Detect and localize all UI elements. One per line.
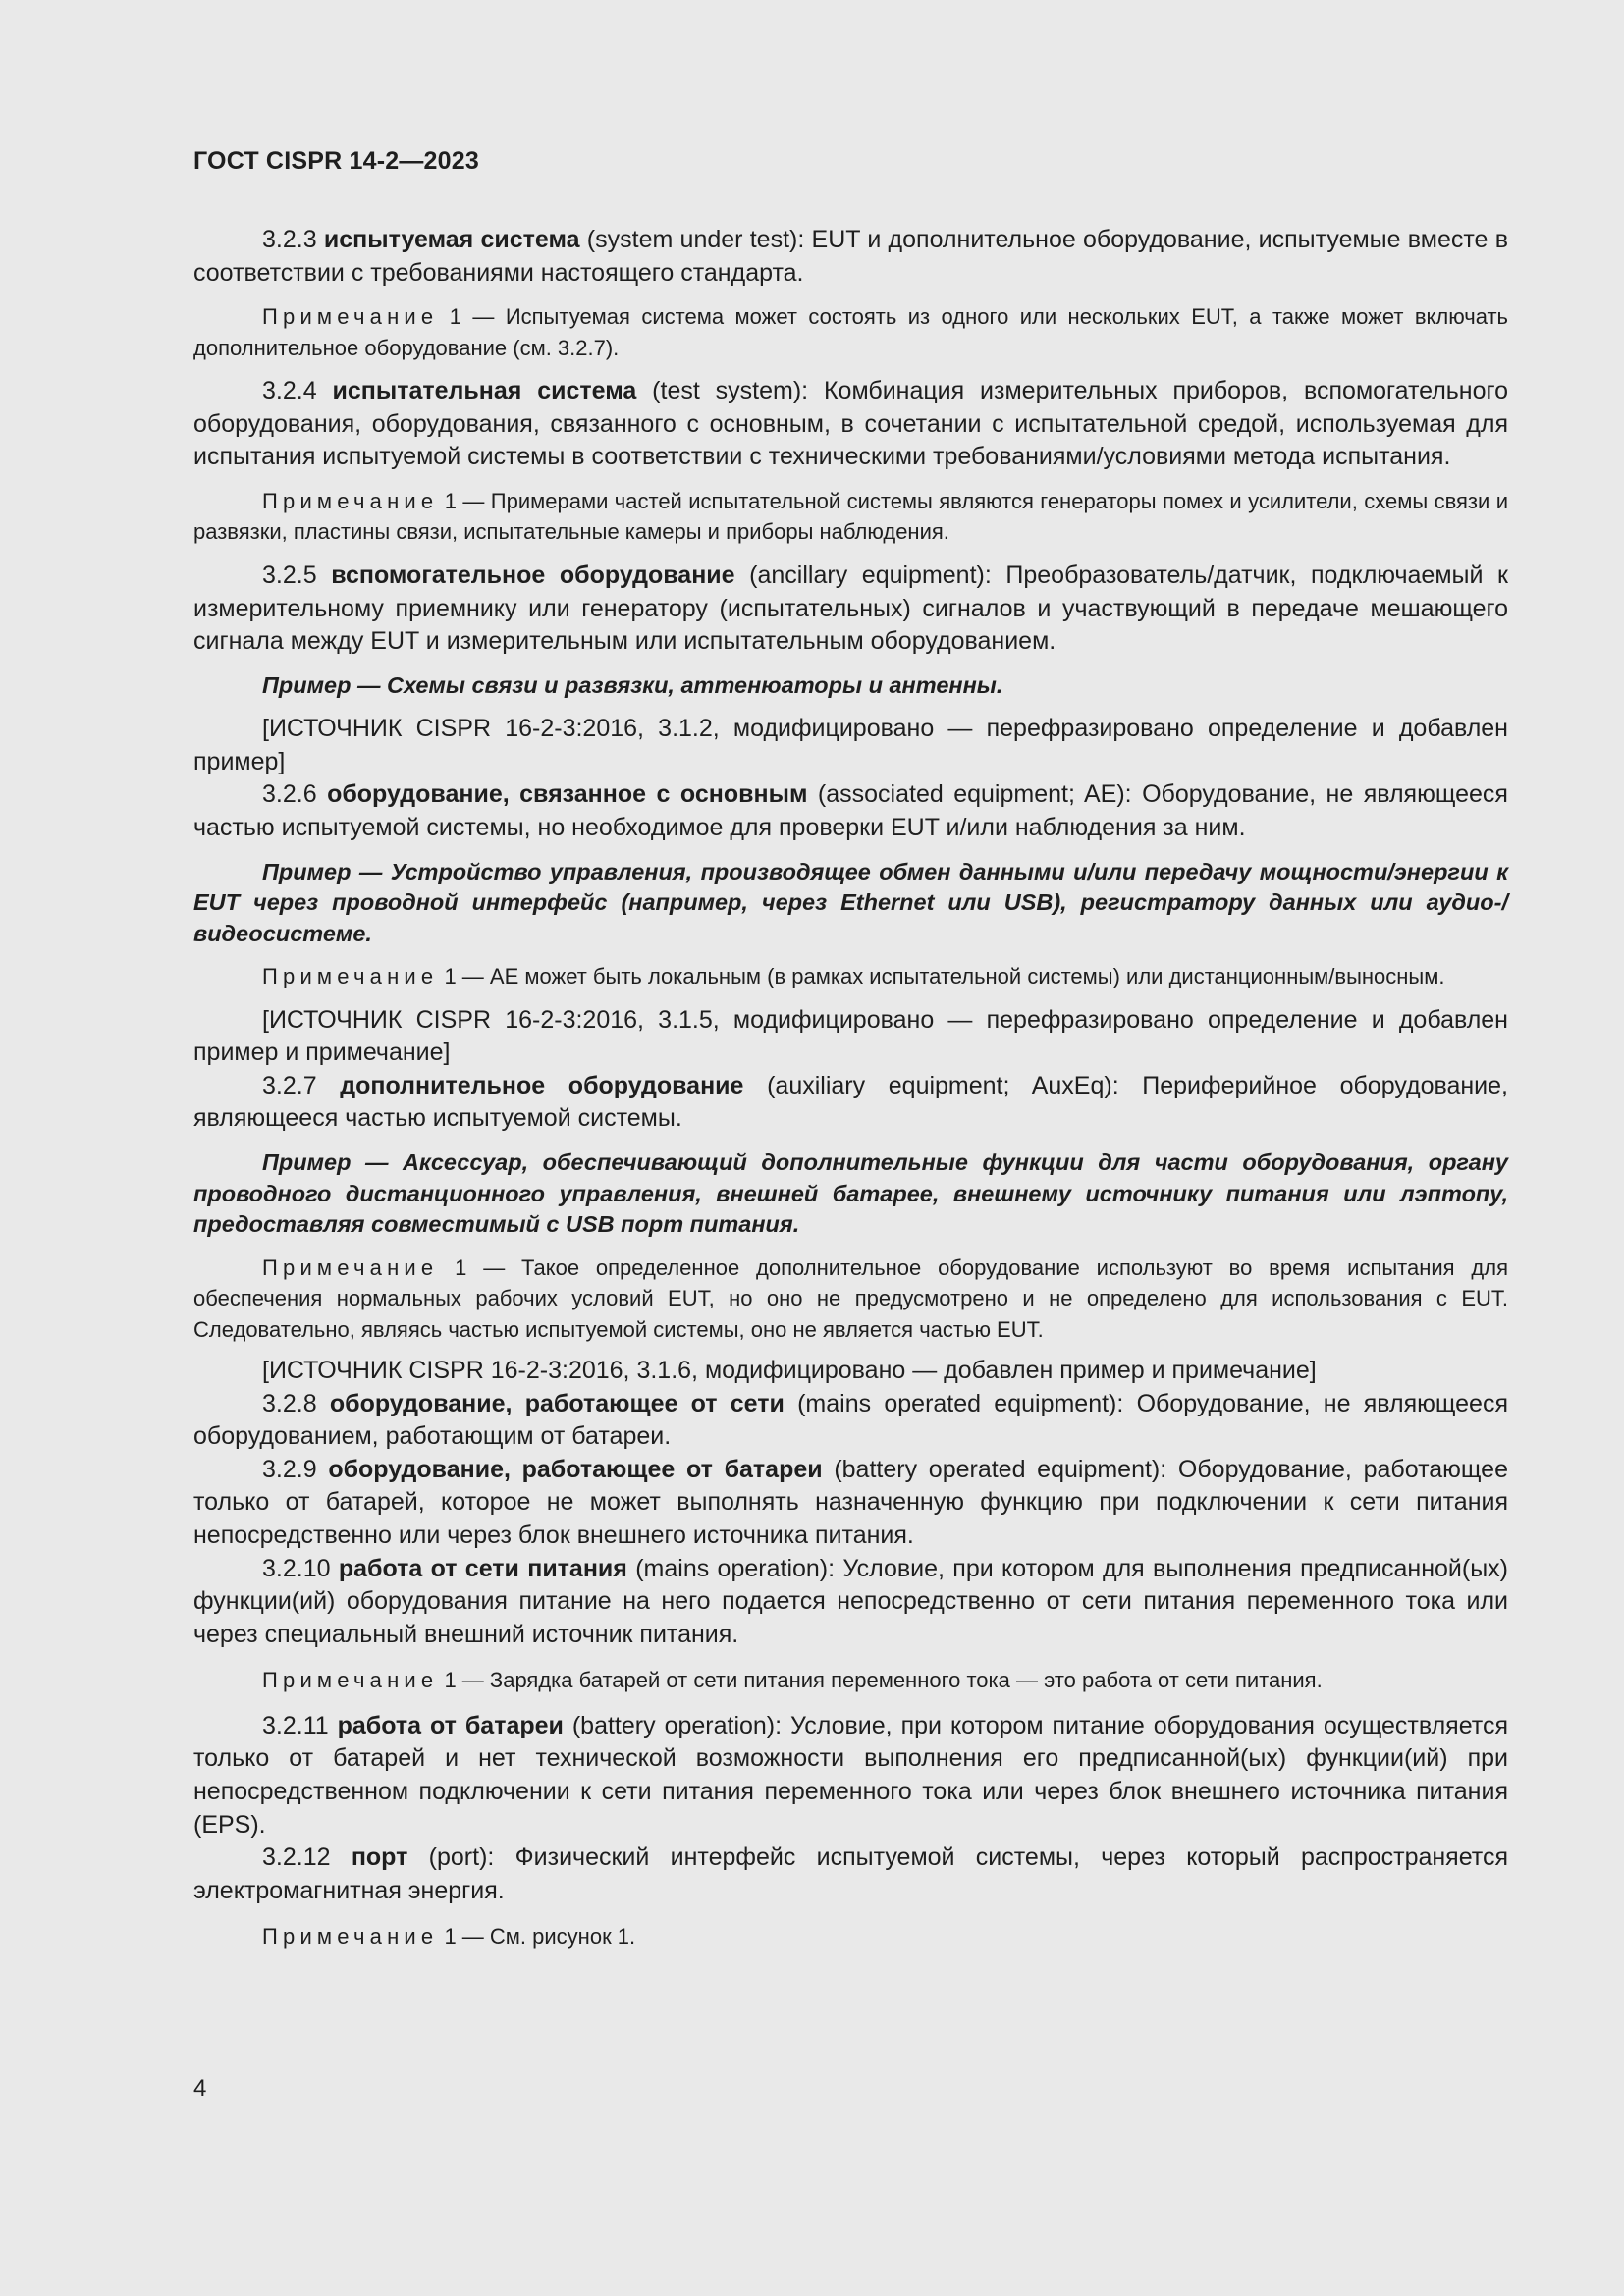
term-3-2-5 — [193, 560, 1508, 659]
term-definition: (auxiliary equipment; AuxEq): Периферийное оборудование, являющееся частью испытуемой системы. — [193, 1071, 1508, 1133]
term-definition: (test system): Комбинация измерительных приборов, вспомогательного оборудования, оборудования, связанного с основным, в сочетании с испытательной средой, используемая для испытания испытуемой системы в соответствии с техническими требованиями/условиями метода испытания. — [193, 377, 1508, 471]
document-body — [193, 224, 1508, 1952]
term-3-2-8 — [193, 1388, 1508, 1454]
term-number: 3.2.4 — [262, 377, 333, 405]
note-3-2-7 — [193, 1253, 1508, 1346]
note-3-2-4 — [193, 486, 1508, 548]
term-name: работа от батареи — [337, 1711, 564, 1739]
term-number: 3.2.12 — [262, 1843, 352, 1872]
term-name: порт — [351, 1843, 408, 1872]
term-name: оборудование, работающее от сети — [329, 1389, 785, 1417]
note-3-2-6 — [193, 961, 1508, 992]
term-number: 3.2.3 — [262, 226, 324, 253]
term-number: 3.2.5 — [262, 561, 332, 589]
source-3-2-6: [ИСТОЧНИК CISPR 16-2-3:2016, 3.1.5, модифицировано — перефразировано определение и добавлен пример и примечание] — [193, 1005, 1508, 1067]
note-text: 1 — Примерами частей испытательной системы являются генераторы помех и усилители, схемы связи и развязки, пластины связи, испытательные камеры и приборы наблюдения. — [193, 488, 1508, 545]
example-3-2-7: Пример — Аксессуар, обеспечивающий дополнительные функции для части оборудования, органу проводного дистанционного управления, внешней батарее, внешнему источнику питания или лэптопу, предоставляя совместимый с USB порт питания. — [193, 1149, 1508, 1237]
note-text: 1 — Зарядка батарей от сети питания переменного тока — это работа от сети питания. — [438, 1668, 1323, 1693]
term-name: оборудование, работающее от батареи — [328, 1455, 823, 1483]
term-3-2-7 — [193, 1070, 1508, 1136]
term-name: дополнительное оборудование — [340, 1071, 744, 1099]
note-label: Примечание — [262, 1255, 439, 1280]
source-3-2-5: [ИСТОЧНИК CISPR 16-2-3:2016, 3.1.2, модифицировано — перефразировано определение и добавлен пример] — [193, 715, 1508, 775]
note-3-2-10 — [193, 1665, 1508, 1696]
term-definition: (battery operated equipment): Оборудование, работающее только от батарей, которое не может выполнять назначенную функцию при подключении к сети питания непосредственно или через блок внешнего источника питания. — [193, 1455, 1508, 1549]
term-number: 3.2.8 — [262, 1389, 330, 1417]
note-3-2-3 — [193, 301, 1508, 363]
term-3-2-12 — [193, 1842, 1508, 1907]
source-3-2-7: [ИСТОЧНИК CISPR 16-2-3:2016, 3.1.6, модифицировано — добавлен пример и примечание] — [262, 1357, 1317, 1384]
term-3-2-3 — [193, 224, 1508, 290]
term-number: 3.2.10 — [262, 1554, 339, 1582]
term-definition: (port): Физический интерфейс испытуемой системы, через который распространяется электромагнитная энергия. — [193, 1843, 1509, 1904]
term-3-2-10 — [193, 1553, 1508, 1652]
term-3-2-4 — [193, 375, 1508, 474]
term-number: 3.2.7 — [262, 1071, 341, 1099]
note-3-2-12 — [193, 1921, 1508, 1952]
term-definition: (mains operated equipment): Оборудование, не являющееся оборудованием, работающим от батареи. — [193, 1389, 1509, 1451]
note-text: 1 — Испытуемая система может состоять из одного или нескольких EUT, а также может включать дополнительное оборудование (см. 3.2.7). — [193, 304, 1508, 360]
term-number: 3.2.11 — [262, 1711, 338, 1739]
note-text: 1 — См. рисунок 1. — [438, 1924, 636, 1949]
term-number: 3.2.6 — [262, 780, 328, 809]
term-number: 3.2.9 — [262, 1455, 329, 1483]
note-label: Примечание — [262, 1924, 439, 1949]
document-header: ГОСТ CISPR 14-2—2023 — [193, 147, 479, 175]
note-text: 1 — AE может быть локальным (в рамках испытательной системы) или дистанционным/выносным. — [438, 964, 1445, 989]
term-3-2-9 — [193, 1454, 1508, 1553]
term-definition: (battery operation): Условие, при котором питание оборудования осуществляется только от батарей и нет технической возможности выполнения его предписанной(ых) функции(ий) при непосредственном подключении к сети питания переменного тока или через блок внешнего источника питания (EPS). — [193, 1711, 1509, 1839]
term-3-2-11 — [193, 1710, 1508, 1842]
term-name: испытательная система — [332, 377, 637, 405]
term-definition: (associated equipment; AE): Оборудование, не являющееся частью испытуемой системы, но необходимое для проверки EUT и/или наблюдения за ним. — [193, 780, 1508, 842]
note-text: 1 — Такое определенное дополнительное оборудование используют во время испытания для обеспечения нормальных рабочих условий EUT, но оно не предусмотрено и не определено для использования с EUT. Следовательно, являясь частью испытуемой системы, оно не является частью EUT. — [193, 1255, 1508, 1342]
note-label: Примечание — [262, 304, 439, 330]
term-definition: (mains operation): Условие, при котором для выполнения предписанной(ых) функции(ий) оборудования питание на него подается непосредственно от сети питания переменного тока или через специальный внешний источник питания. — [193, 1554, 1509, 1648]
example-3-2-6: Пример — Устройство управления, производящее обмен данными и/или передачу мощности/энергии к EUT через проводной интерфейс (например, через Ethernet или USB), регистратору данных или аудио-/видеосистеме. — [193, 858, 1508, 946]
example-3-2-5: Пример — Схемы связи и развязки, аттенюаторы и антенны. — [262, 671, 1003, 698]
term-name: работа от сети питания — [338, 1554, 627, 1582]
term-definition: (ancillary equipment): Преобразователь/датчик, подключаемый к измерительному приемнику или генератору (испытательных) сигналов и участвующий в передаче мешающего сигнала между EUT и измерительным или испытательным оборудованием. — [193, 561, 1508, 656]
term-name: оборудование, связанное с основным — [327, 780, 808, 809]
note-label: Примечание — [262, 964, 439, 989]
term-name: испытуемая система — [323, 226, 580, 253]
term-name: вспомогательное оборудование — [331, 561, 735, 589]
term-definition: (system under test): EUT и дополнительное оборудование, испытуемые вместе в соответствии с требованиями настоящего стандарта. — [193, 226, 1508, 287]
note-label: Примечание — [262, 1668, 439, 1693]
note-label: Примечание — [262, 488, 439, 513]
term-3-2-6 — [193, 778, 1508, 844]
page-number: 4 — [193, 2075, 207, 2102]
